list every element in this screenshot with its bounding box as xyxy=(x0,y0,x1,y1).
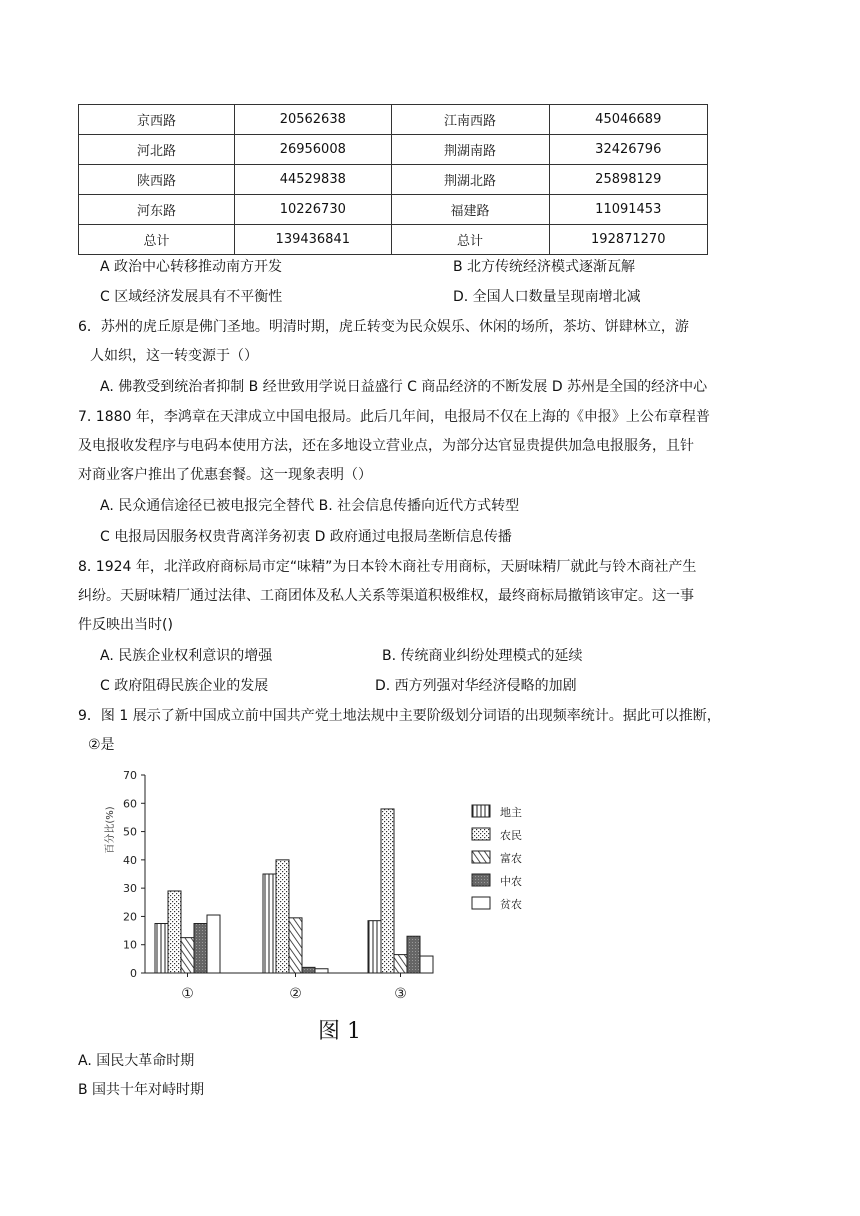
q9-option-a: A. 国民大革命时期 xyxy=(78,1053,195,1069)
table-cell: 44529838 xyxy=(235,165,391,195)
q6-stem-cont: 人如织，这一转变源于（） xyxy=(90,348,258,364)
legend-swatch xyxy=(472,828,490,840)
x-tick-label: ① xyxy=(181,986,194,1002)
q5-option-a: A 政治中心转移推动南方开发 xyxy=(100,259,283,275)
legend-swatch xyxy=(472,851,490,863)
table-cell: 总计 xyxy=(391,225,549,255)
y-tick-label: 70 xyxy=(123,769,137,782)
q8-stem: 8. 1924 年，北洋政府商标局市定“味精”为日本铃木商社专用商标，天厨味精厂就此与铃木商社产生 xyxy=(78,559,697,575)
bar-富农 xyxy=(181,938,194,973)
q5-option-b: B 北方传统经济模式逐渐瓦解 xyxy=(453,259,636,275)
legend-label: 富农 xyxy=(500,852,522,865)
q7-options-ab: A. 民众通信途径已被电报完全替代 B. 社会信息传播向近代方式转型 xyxy=(100,498,520,514)
table-cell: 京西路 xyxy=(79,105,235,135)
q7-stem-cont2: 对商业客户推出了优惠套餐。这一现象表明（） xyxy=(78,467,372,483)
table-cell: 江南西路 xyxy=(391,105,549,135)
x-tick-label: ② xyxy=(289,986,302,1002)
table-cell: 139436841 xyxy=(235,225,391,255)
bar-富农 xyxy=(394,955,407,973)
legend-swatch xyxy=(472,874,490,886)
bar-贫农 xyxy=(207,915,220,973)
table-cell: 河东路 xyxy=(79,195,235,225)
q9-stem: 9．图 1 展示了新中国成立前中国共产党土地法规中主要阶级划分词语的出现频率统计。据此可以推断， xyxy=(78,708,721,724)
y-tick-label: 10 xyxy=(123,938,137,952)
y-tick-label: 50 xyxy=(123,825,137,839)
table-cell: 10226730 xyxy=(235,195,391,225)
y-tick-label: 60 xyxy=(123,797,137,811)
q7-options-cd: C 电报局因服务权贵背离洋务初衷 D 政府通过电报局垄断信息传播 xyxy=(100,529,512,545)
bar-富农 xyxy=(289,918,302,973)
q8-option-c: C 政府阻碍民族企业的发展 xyxy=(100,678,269,694)
legend-swatch xyxy=(472,897,490,909)
chart-svg xyxy=(100,765,540,1005)
table-cell: 192871270 xyxy=(549,225,707,255)
q5-option-d: D. 全国人口数量呈现南增北减 xyxy=(453,289,641,305)
bar-贫农 xyxy=(315,969,328,973)
bar-chart xyxy=(100,765,540,1045)
table-row xyxy=(79,135,708,165)
q8-stem-cont2: 件反映出当时() xyxy=(78,617,173,633)
table-row xyxy=(79,225,708,255)
x-tick-label: ③ xyxy=(394,986,407,1002)
bar-农民 xyxy=(276,860,289,973)
bar-农民 xyxy=(168,891,181,973)
q9-stem-cont: ②是 xyxy=(88,737,115,753)
bar-地主 xyxy=(155,924,168,974)
figure-caption: 图 1 xyxy=(318,1019,361,1044)
table-cell: 45046689 xyxy=(549,105,707,135)
table-cell: 荆湖南路 xyxy=(391,135,549,165)
table-cell: 福建路 xyxy=(391,195,549,225)
table-cell: 陕西路 xyxy=(79,165,235,195)
legend-swatch xyxy=(472,805,490,817)
bar-中农 xyxy=(407,936,420,973)
bar-农民 xyxy=(381,809,394,973)
table-row xyxy=(79,195,708,225)
q6-options: A. 佛教受到统治者抑制 B 经世致用学说日益盛行 C 商品经济的不断发展 D 苏州是全国的经济中心 xyxy=(100,379,708,395)
table-cell: 32426796 xyxy=(549,135,707,165)
bar-中农 xyxy=(302,967,315,973)
legend-label: 地主 xyxy=(500,806,522,819)
q9-option-b: B 国共十年对峙时期 xyxy=(78,1082,205,1098)
table-cell: 荆湖北路 xyxy=(391,165,549,195)
table-cell: 20562638 xyxy=(235,105,391,135)
q8-stem-cont: 纠纷。天厨味精厂通过法律、工商团体及私人关系等渠道积极维权，最终商标局撤销该审定。这一事 xyxy=(78,588,694,604)
table-row xyxy=(79,165,708,195)
q5-option-c: C 区域经济发展具有不平衡性 xyxy=(100,289,283,305)
bar-地主 xyxy=(263,874,276,973)
table-cell: 11091453 xyxy=(549,195,707,225)
legend-label: 贫农 xyxy=(500,898,522,911)
y-tick-label: 30 xyxy=(123,882,137,896)
q8-option-d: D. 西方列强对华经济侵略的加剧 xyxy=(375,678,577,694)
table-cell: 河北路 xyxy=(79,135,235,165)
population-table xyxy=(78,104,708,255)
q7-stem-cont: 及电报收发程序与电码本使用方法，还在多地设立营业点，为部分达官显贵提供加急电报服务，且针 xyxy=(78,438,694,454)
y-axis-label: 百分比(%) xyxy=(105,806,116,854)
legend-label: 农民 xyxy=(500,829,522,842)
q6-stem: 6．苏州的虎丘原是佛门圣地。明清时期，虎丘转变为民众娱乐、休闲的场所，茶坊、饼肆林立，游 xyxy=(78,319,689,335)
y-tick-label: 40 xyxy=(123,853,137,867)
bar-地主 xyxy=(368,921,381,973)
table-cell: 25898129 xyxy=(549,165,707,195)
table-cell: 26956008 xyxy=(235,135,391,165)
y-tick-label: 0 xyxy=(130,967,137,980)
q7-stem: 7. 1880 年，李鸿章在天津成立中国电报局。此后几年间，电报局不仅在上海的《申报》上公布章程普 xyxy=(78,409,710,425)
q8-option-a: A. 民族企业权利意识的增强 xyxy=(100,648,273,664)
bar-中农 xyxy=(194,924,207,974)
table-cell: 总计 xyxy=(79,225,235,255)
table-row xyxy=(79,105,708,135)
q8-option-b: B. 传统商业纠纷处理模式的延续 xyxy=(382,648,583,664)
bar-贫农 xyxy=(420,956,433,973)
legend-label: 中农 xyxy=(500,875,522,888)
y-tick-label: 20 xyxy=(123,910,137,924)
